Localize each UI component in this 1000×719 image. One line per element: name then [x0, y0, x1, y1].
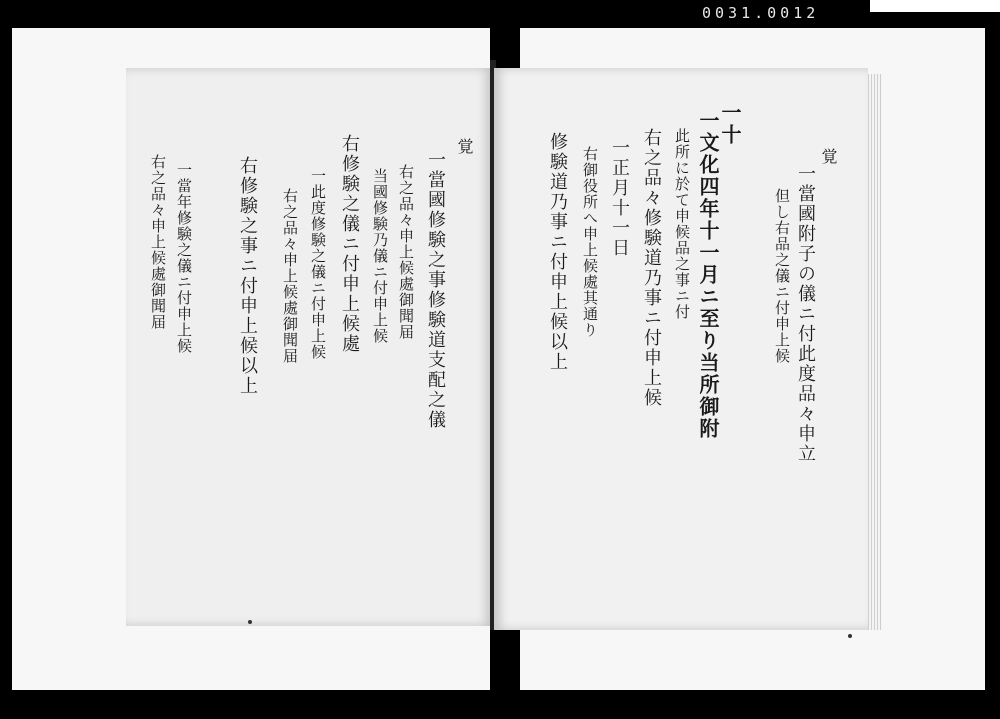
- right-column-2: 一當國附子の儀ニ付此度品々申立: [795, 164, 816, 464]
- right-column-3: 但し右品之儀ニ付申上候: [773, 188, 791, 364]
- right-page: [494, 68, 868, 630]
- left-column-9: 一當年修験之儀ニ付申上候: [175, 162, 193, 354]
- right-column-6: 此所に於て申候品之事ニ付: [673, 128, 691, 320]
- left-column-3: 右之品々申上候處御聞届: [397, 164, 415, 340]
- right-column-5: 一文化四年十一月ニ至り当所御附: [696, 110, 720, 440]
- left-page: [126, 68, 492, 626]
- page-speck: [248, 620, 252, 624]
- left-column-1: 覚: [455, 138, 474, 156]
- page-speck: [848, 634, 852, 638]
- left-column-2: 一當國修験之事修験道支配之儀: [425, 150, 446, 430]
- right-column-8: 一正月十一日: [609, 138, 630, 258]
- left-column-5: 右修験之儀ニ付申上候處: [339, 134, 360, 354]
- left-column-7: 右之品々申上候處御聞届: [281, 188, 299, 364]
- left-column-4: 当國修験乃儀ニ付申上候: [371, 168, 389, 344]
- right-column-10: 修験道乃事ニ付申上候以上: [547, 132, 568, 372]
- left-column-8: 右修験之事ニ付申上候以上: [237, 156, 258, 396]
- film-frame-number: 0031.0012: [702, 4, 820, 22]
- film-corner-tab: [870, 0, 1000, 12]
- right-column-4: 一十: [718, 102, 742, 146]
- right-column-7: 右之品々修験道乃事ニ付申上候: [641, 128, 662, 408]
- right-column-9: 右御役所へ申上候處其通り: [581, 146, 599, 338]
- right-column-1: 覚: [819, 148, 838, 166]
- left-column-10: 右之品々申上候處御聞届: [149, 154, 167, 330]
- left-column-6: 一此度修験之儀ニ付申上候: [309, 168, 327, 360]
- page-edges: [868, 74, 882, 630]
